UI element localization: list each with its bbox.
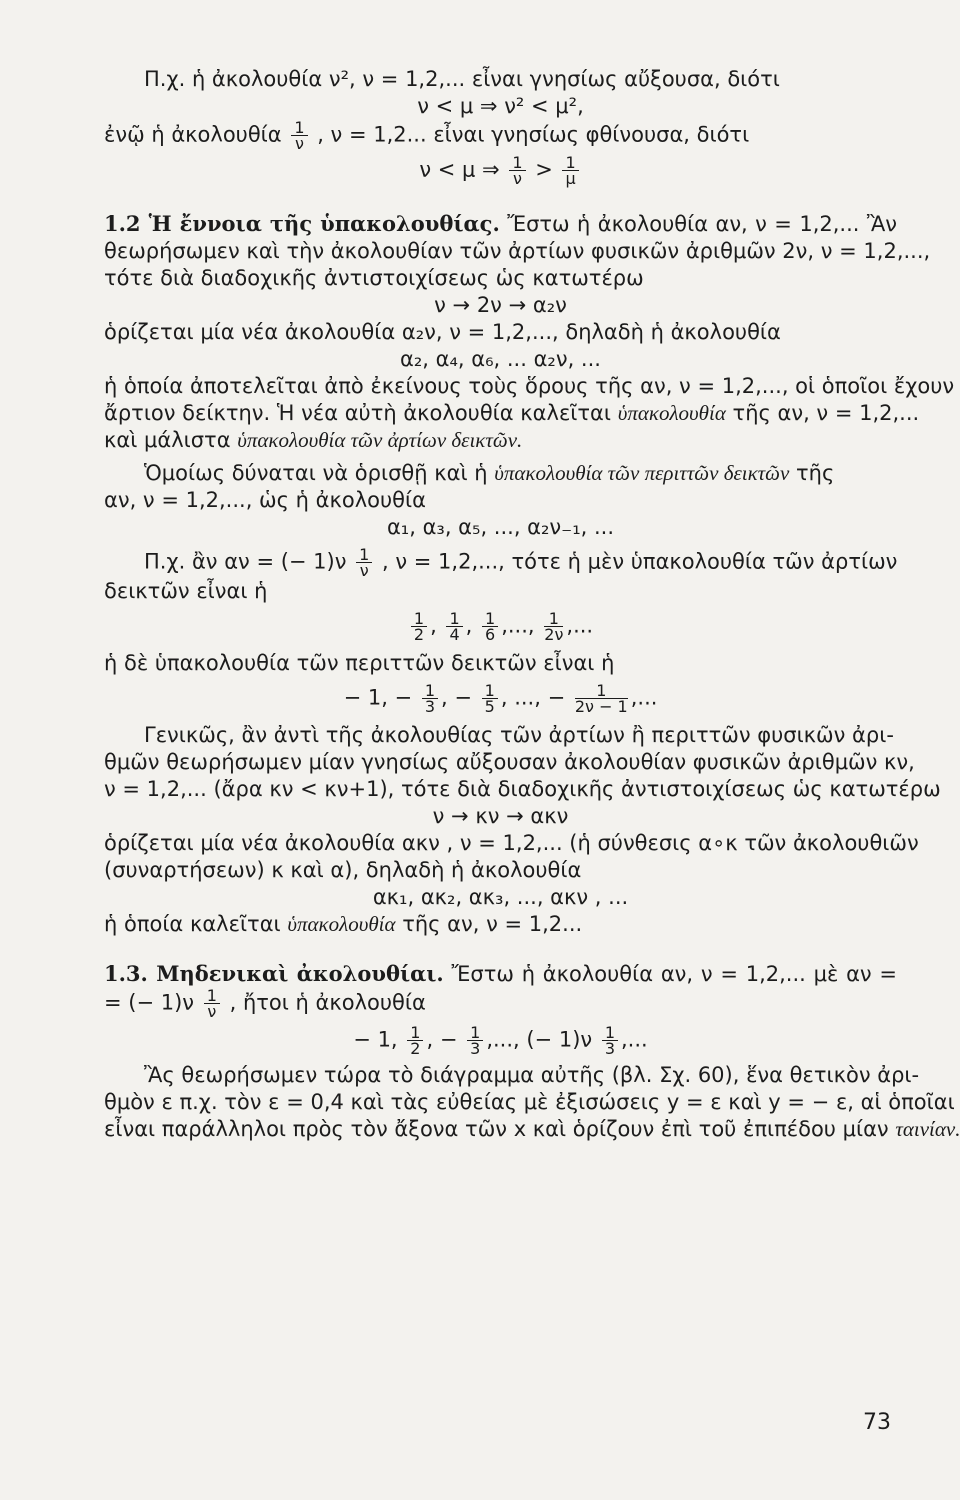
text-line: Ἂς θεωρήσωμεν τώρα τὸ διάγραμμα αὐτῆς (βλ. Σχ. 60), ἕνα θετικὸν ἀρι- [144,1063,920,1087]
text-line: ὁρίζεται μία νέα ἀκολουθία ακν , ν = 1,2,... (ἡ σύνθεσις α∘κ τῶν ἀκολουθιῶν [104,831,919,855]
text-line [104,400,920,427]
math-display: ν → 2ν → α₂ν [434,293,567,317]
text-line [104,988,897,1019]
math-fragment: ,... [630,685,658,710]
fraction-denominator: 3 [470,1039,481,1058]
math-display: α₁, α₃, α₅, ..., α₂ν₋₁, ... [386,515,615,539]
text-line [104,1116,960,1143]
fraction-numerator: 1 [291,120,307,136]
text-line [104,460,897,487]
text-fragment: = (− 1)ν [104,990,195,1015]
text-line: ν = 1,2,... (ἄρα κν < κν+1), τότε διὰ διαδοχικῆς ἀντιστοιχίσεως ὡς κατωτέρω [104,777,941,801]
fraction-numerator: 1 [482,611,498,627]
fraction-denominator: μ [565,169,576,188]
text-line: ἡ ὁποία ἀποτελεῖται ἀπὸ ἐκείνους τοὺς ὅρους τῆς αν, ν = 1,2,..., οἱ ὁποῖοι ἔχουν [104,374,955,398]
fraction [562,155,578,186]
fraction-numerator: 1 [411,611,427,627]
fraction-numerator: 1 [467,1025,483,1041]
text-line [104,427,897,454]
page-number: 73 [863,1410,891,1435]
text-line [104,911,897,938]
math-display: α₂, α₄, α₆, ... α₂ν, ... [400,347,601,371]
math-fragment: , ..., − [500,685,566,710]
math-display: ακ₁, ακ₂, ακ₃, ..., ακν , ... [372,885,629,909]
fraction-numerator: 1 [446,611,462,627]
section-heading: 1.2 Ἡ ἔννοια τῆς ὑπακολουθίας. [104,211,500,236]
text-line: Γενικῶς, ἂν ἀντὶ τῆς ἀκολουθίας τῶν ἀρτίων ἢ περιττῶν φυσικῶν ἀρι- [144,723,894,747]
fraction [544,611,563,642]
section-heading: 1.3. Μηδενικαὶ ἀκολουθίαι. [104,961,444,986]
fraction-numerator: 1 [562,155,578,171]
fraction-denominator: 3 [604,1039,615,1058]
text-line: θμὸν ε π.χ. τὸν ε = 0,4 καὶ τὰς εὐθείας μὲ ἐξισώσεις y = ε καὶ y = − ε, αἱ ὁποῖαι [104,1090,955,1114]
math-display-odd-subsequence [104,683,897,714]
text-fragment: τῆς αν, ν = 1,2... [402,912,583,936]
text-line: θεωρήσωμεν καὶ τὴν ἀκολουθίαν τῶν ἀρτίων φυσικῶν ἀριθμῶν 2ν, ν = 1,2,..., [104,239,931,263]
math-display: ν → κν → ακν [432,804,569,828]
fraction [407,1025,423,1056]
math-fragment: ,... [621,1027,648,1052]
math-fragment: > [535,157,553,182]
math-fragment: − 1, [353,1027,398,1052]
math-display-even-subsequence: $\frac{1}{2}$ , $\frac{1}{4}$ , $\frac{1}{6}$ ,..., $\frac{1}{2\nu}$ ,... [104,611,897,642]
math-display-null-sequence [104,1025,897,1056]
fraction [446,611,462,642]
fraction-denominator: 2ν [544,625,564,644]
text-fragment: Ἔστω ἡ ἀκολουθία αν, ν = 1,2,... μὲ αν = [451,962,898,986]
emphasis-term: ταινίαν. [895,1117,960,1141]
fraction [356,547,372,578]
fraction-numerator: 1 [407,1025,423,1041]
fraction [482,683,498,714]
fraction-numerator: 1 [602,1025,618,1041]
fraction-denominator: ν [359,561,369,580]
text-fragment: ἄρτιον δείκτην. Ἡ νέα αὐτὴ ἀκολουθία καλεῖται [104,401,611,425]
text-fragment: καὶ μάλιστα [104,428,231,452]
math-fragment: ,..., [501,613,535,638]
section-heading-line [104,960,897,988]
text-line: τότε διὰ διαδοχικῆς ἀντιστοιχίσεως ὡς κατωτέρω [104,266,644,290]
fraction [422,683,438,714]
fraction [602,1025,618,1056]
fraction-denominator: 6 [485,625,496,644]
fraction-numerator: 1 [422,683,438,699]
fraction [575,683,628,714]
fraction [411,611,427,642]
math-fragment: ,..., (− 1)ν [486,1027,593,1052]
math-display: ν < μ ⇒ ν² < μ², [417,94,584,118]
fraction-denominator: 3 [424,697,436,716]
math-fragment: − 1, − [343,685,413,710]
fraction-numerator: 1 [575,683,628,699]
text-line: ἡ δὲ ὑπακολουθία τῶν περιττῶν δεικτῶν εἶναι ἡ [104,651,615,675]
emphasis-term: ὑπακολουθία [617,401,726,425]
text-line: θμῶν θεωρήσωμεν μίαν γνησίως αὔξουσαν ἀκολουθίαν φυσικῶν ἀριθμῶν κν, [104,750,915,774]
math-fragment: , − [426,1027,458,1052]
text-fragment: ἐνῷ ἡ ἀκολουθία [104,122,282,147]
fraction-denominator: ν [207,1002,217,1021]
text-line: (συναρτήσεων) κ καὶ α), δηλαδὴ ἡ ἀκολουθία [104,858,582,882]
fraction-denominator: 2ν − 1 [574,697,628,716]
text-fragment: , ν = 1,2... εἶναι γνησίως φθίνουσα, διότι [317,122,750,147]
text-fragment: εἶναι παράλληλοι πρὸς τὸν ἄξονα τῶν x καὶ ὁρίζουν ἐπὶ τοῦ ἐπιπέδου μίαν [104,1117,889,1141]
emphasis-term: ὑπακολουθία τῶν περιττῶν δεικτῶν [494,461,790,485]
text-line: αν, ν = 1,2,..., ὡς ἡ ἀκολουθία [104,488,426,512]
fraction-numerator: 1 [204,988,220,1004]
fraction-denominator: 4 [449,625,460,644]
text-fragment: , ἤτοι ἡ ἀκολουθία [229,990,426,1015]
math-display [104,155,897,186]
fraction-denominator: 2 [413,625,425,644]
fraction [467,1025,483,1056]
fraction-numerator: 1 [544,611,563,627]
emphasis-term: ὑπακολουθία [287,912,396,936]
text-fragment: Π.χ. ἂν αν = (− 1)ν [144,549,347,574]
math-fragment: ν < μ ⇒ [419,157,500,182]
fraction [291,120,307,151]
text-fragment: τῆς [796,461,835,485]
text-fragment: , ν = 1,2,..., τότε ἡ μὲν ὑπακολουθία τῶν ἀρτίων [382,549,898,574]
text-line [104,120,897,151]
fraction-denominator: ν [294,134,304,153]
text-line: Π.χ. ἡ ἀκολουθία ν², ν = 1,2,... εἶναι γνησίως αὔξουσα, διότι [144,67,780,91]
fraction [482,611,498,642]
fraction-denominator: ν [512,169,522,188]
text-fragment: τῆς αν, ν = 1,2,... [732,401,920,425]
fraction [204,988,220,1019]
fraction [509,155,525,186]
emphasis-term: ὑπακολουθία τῶν ἀρτίων δεικτῶν. [237,428,523,452]
fraction-numerator: 1 [356,547,372,563]
section-heading-line [104,210,897,238]
fraction-numerator: 1 [482,683,498,699]
text-line [104,547,897,578]
fraction-denominator: 2 [410,1039,421,1058]
text-line: δεικτῶν εἶναι ἡ [104,579,268,603]
math-fragment: ,... [566,613,594,638]
math-fragment: , − [441,685,472,710]
text-fragment: ἡ ὁποία καλεῖται [104,912,281,936]
text-fragment: Ὁμοίως δύναται νὰ ὁρισθῇ καὶ ἡ [144,461,488,485]
text-fragment: Ἔστω ἡ ἀκολουθία αν, ν = 1,2,... Ἂν [507,212,898,236]
fraction-numerator: 1 [509,155,525,171]
fraction-denominator: 5 [484,697,495,716]
text-line: ὁρίζεται μία νέα ἀκολουθία α₂ν, ν = 1,2,..., δηλαδὴ ἡ ἀκολουθία [104,320,781,344]
